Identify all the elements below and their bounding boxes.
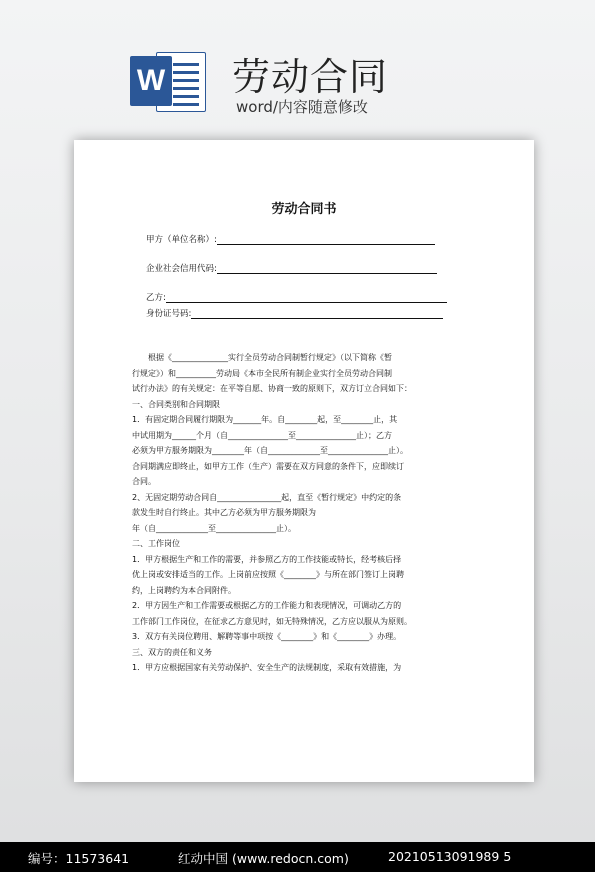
fill-line <box>217 235 435 245</box>
section-heading: 一、合同类别和合同期限 <box>132 399 220 409</box>
body-line: 2、无固定期劳动合同自________________起，直至《暂行规定》中约定的条 <box>132 492 402 502</box>
body-line: 工作部门工作岗位，在征求乙方意见时，如无特殊情况，乙方应以服从为原则。 <box>132 616 412 626</box>
body-line: 试行办法》的有关规定：在平等自愿、协商一致的原则下，双方订立合同如下： <box>132 384 412 393</box>
field-label: 身份证号码: <box>146 309 192 319</box>
body-line: 中试用期为______个月（自_______________至_______________止）；乙方 <box>132 430 392 440</box>
credit-code-field <box>146 262 437 274</box>
footer-date-code: 20210513091989 5 <box>388 849 512 864</box>
section-heading: 三、双方的责任和义务 <box>132 647 212 657</box>
word-w-tile: W <box>130 56 172 106</box>
body-line: 1．甲方应根据国家有关劳动保护、安全生产的法规制度，采取有效措施，为 <box>132 663 402 672</box>
fill-line <box>166 293 447 303</box>
body-line: 约，上岗聘约为本合同附件。 <box>132 585 236 595</box>
contract-body <box>132 350 482 676</box>
party-b-field <box>146 291 447 303</box>
body-line: 2．甲方因生产和工作需要或根据乙方的工作能力和表现情况，可调动乙方的 <box>132 601 402 610</box>
body-line: 1．甲方根据生产和工作的需要，并参照乙方的工作技能或特长，经考核后择 <box>132 554 402 564</box>
body-line: 3．双方有关岗位聘用、解聘等事中项按《________》和《________》办理。 <box>132 632 402 641</box>
party-a-field <box>146 233 435 245</box>
field-label: 甲方（单位名称）: <box>146 235 217 245</box>
document-page <box>74 140 534 782</box>
section-heading: 二、工作岗位 <box>132 539 180 548</box>
body-line: 合同期满应即终止，如甲方工作（生产）需要在双方同意的条件下，应即续订 <box>132 461 404 471</box>
document-title: 劳动合同书 <box>271 202 337 217</box>
field-label: 乙方: <box>146 293 166 303</box>
body-line: 优上岗或安排适当的工作。上岗前应按照《________》与所在部门签订上岗聘 <box>132 570 404 579</box>
footer-site: 红动中国 (www.redocn.com) <box>178 851 349 866</box>
body-line: 合同。 <box>132 477 156 486</box>
field-label: 企业社会信用代码: <box>146 264 217 274</box>
body-line: 1．有固定期合同履行期限为_______年。自________起，至________止，其 <box>132 415 398 424</box>
body-line: 行规定》）和__________劳动局《本市全民所有制企业实行全员劳动合同制 <box>132 368 392 378</box>
fill-line <box>217 264 437 274</box>
body-line: 年（自_____________至_______________止）。 <box>132 523 296 533</box>
body-line: 必须为甲方服务期限为________年（自_____________至_______________止）。 <box>132 446 408 455</box>
fill-line <box>191 309 443 319</box>
body-line: 款发生时自行终止。其中乙方必须为甲方服务期限为 <box>132 508 316 517</box>
body-line: 根据《______________实行全员劳动合同制暂行规定》（以下简称《暂 <box>148 353 392 362</box>
footer-id: 编号：11573641 <box>28 851 130 866</box>
word-logo-icon <box>130 48 208 114</box>
watermark-footer <box>0 842 595 872</box>
id-number-field <box>146 307 443 319</box>
page-subtitle: word/内容随意修改 <box>236 98 368 116</box>
page-title: 劳动合同 <box>232 55 389 99</box>
